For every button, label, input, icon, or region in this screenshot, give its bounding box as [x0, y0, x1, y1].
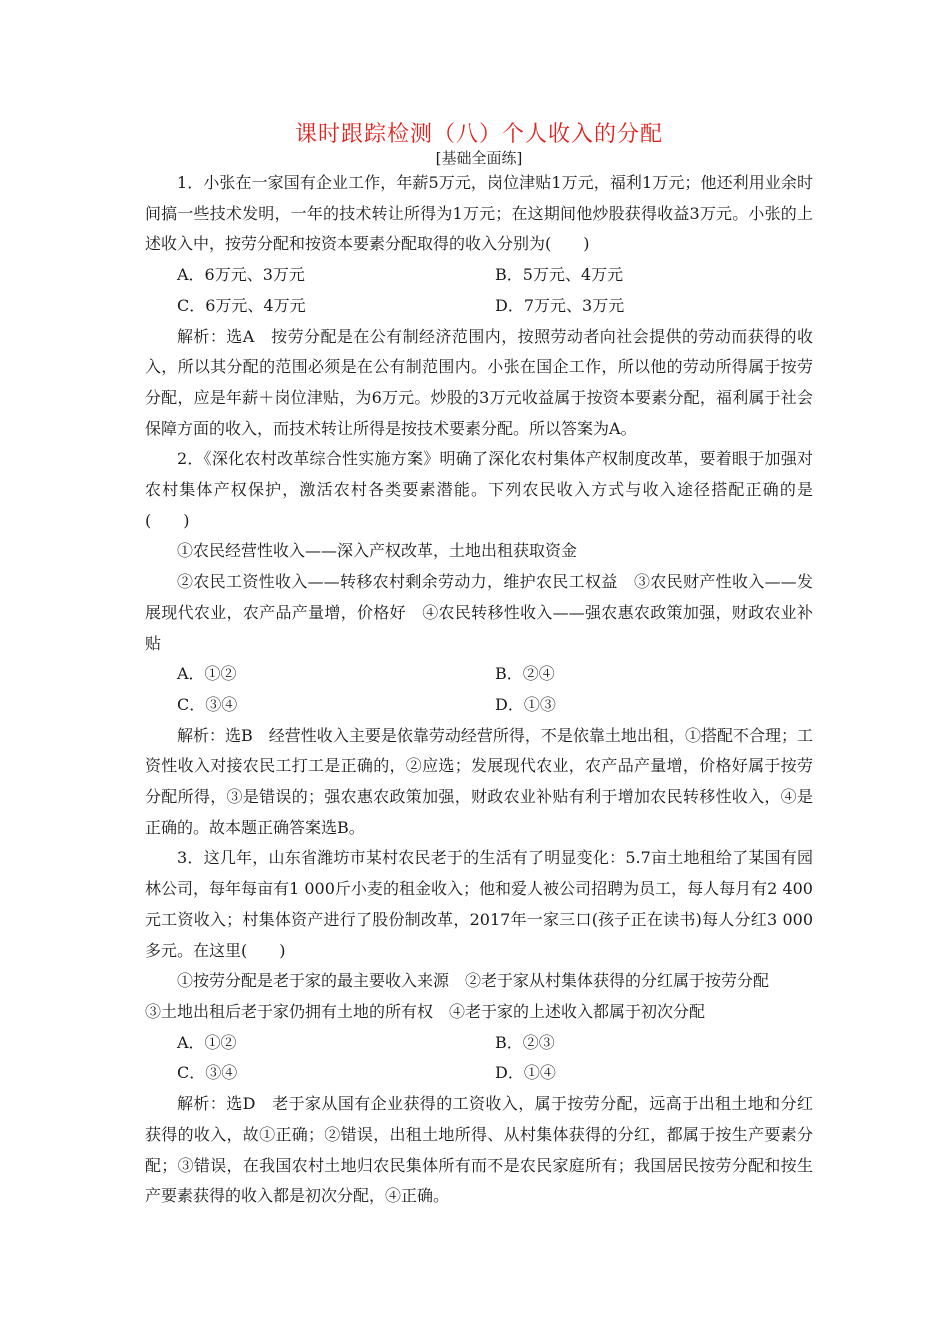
page-title: 课时跟踪检测（八）个人收入的分配	[294, 122, 663, 147]
question-3-items-1-2: ①按劳分配是老于家的最主要收入来源 ②老于家从村集体获得的分红属于按劳分配	[177, 971, 770, 991]
question-1-option-c: C．6万元、4万元	[177, 295, 306, 315]
question-3-analysis: 解析：选D 老于家从国有企业获得的工资收入，属于按劳分配，远高于出租土地和分红获得的收入，故①正确；②错误，出租土地所得、从村集体获得的分红，都属于按生产要素分配；③错误，在我国农村土地归农民集体所有而不是农民家庭所有；我国居民按劳分配和按生产要素获得的收入都是初次分配，④正确。	[145, 1094, 813, 1206]
question-2-options-row-1	[145, 659, 813, 690]
question-3-option-d: D．①④	[495, 1063, 556, 1083]
question-1-option-b: B．5万元、4万元	[495, 265, 624, 285]
question-1-option-d: D．7万元、3万元	[495, 295, 625, 315]
question-2-item-1: ①农民经营性收入——深入产权改革，土地出租获取资金	[177, 541, 578, 561]
question-3-option-b: B．②③	[495, 1032, 555, 1052]
question-1-analysis: 解析：选A 按劳分配是在公有制经济范围内，按照劳动者向社会提供的劳动而获得的收入，所以其分配的范围必须是在公有制范围内。小张在国企工作，所以他的劳动所得属于按劳分配，应是年薪＋岗位津贴，为6万元。炒股的3万元收益属于按资本要素分配，福利属于社会保障方面的收入，而技术转让所得是按技术要素分配。所以答案为A。	[145, 326, 813, 438]
question-2-options-row-2	[145, 690, 813, 721]
question-2-option-b: B．②④	[495, 664, 555, 684]
question-1-option-a: A．6万元、3万元	[177, 265, 305, 285]
question-1-options-row-1	[145, 260, 813, 291]
document-content	[145, 120, 813, 1212]
question-2-option-d: D．①③	[495, 694, 556, 714]
section-subtitle: [基础全面练]	[435, 149, 523, 167]
question-3-options-row-1	[145, 1028, 813, 1059]
question-3-stem: 3．这几年，山东省潍坊市某村农民老于的生活有了明显变化：5.7亩土地租给了某国有园林公司，每年每亩有1 000斤小麦的租金收入；他和爱人被公司招聘为员工，每人每月有2 400元工资收入；村集体资产进行了股份制改革，2017年一家三口(孩子正在读书)每人分红3 000多元。在这里( )	[145, 848, 813, 960]
question-2-option-c: C．③④	[177, 694, 238, 714]
question-3-items-3-4: ③土地出租后老于家仍拥有土地的所有权 ④老于家的上述收入都属于初次分配	[145, 1001, 706, 1021]
question-1-options-row-2	[145, 291, 813, 322]
question-2-items-2-4: ②农民工资性收入——转移农村剩余劳动力，维护农民工权益 ③农民财产性收入——发展现代农业，农产品产量增，价格好 ④农民转移性收入——强农惠农政策加强，财政农业补贴	[145, 572, 813, 653]
question-2-option-a: A．①②	[177, 664, 237, 684]
question-1-stem: 1．小张在一家国有企业工作，年薪5万元，岗位津贴1万元，福利1万元；他还利用业余时间搞一些技术发明，一年的技术转让所得为1万元；在这期间他炒股获得收益3万元。小张的上述收入中，按劳分配和按资本要素分配取得的收入分别为( )	[145, 173, 813, 254]
question-3-option-c: C．③④	[177, 1063, 238, 1083]
question-3-option-a: A．①②	[177, 1032, 237, 1052]
question-3-options-row-2	[145, 1058, 813, 1089]
question-2-stem: 2．《深化农村改革综合性实施方案》明确了深化农村集体产权制度改革，要着眼于加强对农村集体产权保护，激活农村各类要素潜能。下列农民收入方式与收入途径搭配正确的是( )	[145, 449, 813, 530]
question-2-analysis: 解析：选B 经营性收入主要是依靠劳动经营所得，不是依靠土地出租，①搭配不合理；工资性收入对接农民工打工是正确的，②应选；发展现代农业，农产品产量增，价格好属于按劳分配所得，③是错误的；强农惠农政策加强，财政农业补贴有利于增加农民转移性收入，④是正确的。故本题正确答案选B。	[145, 725, 813, 837]
